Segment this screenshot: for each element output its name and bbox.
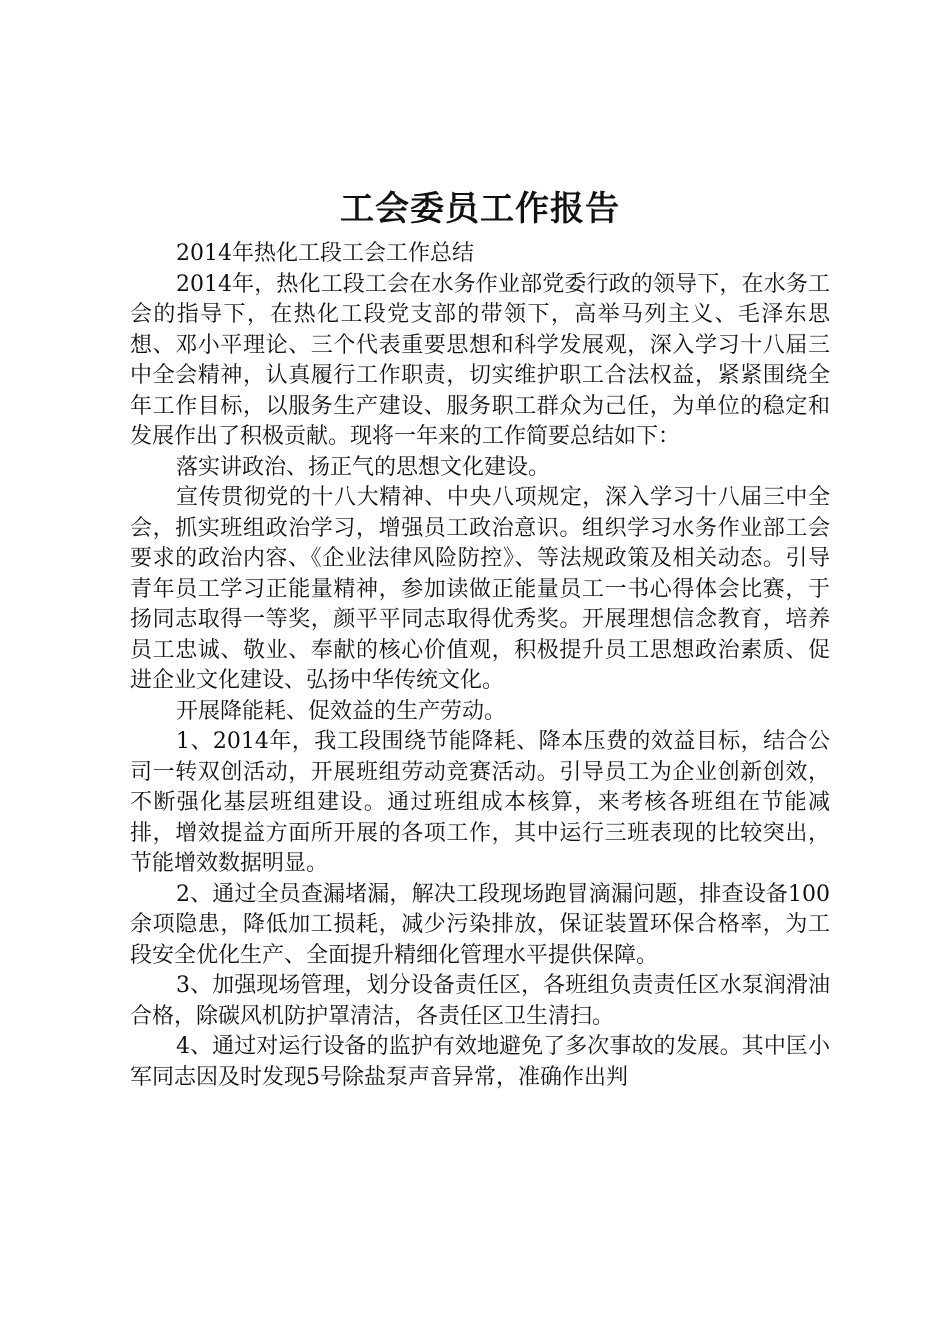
section-heading-production: 开展降能耗、促效益的生产劳动。 [176, 698, 507, 724]
document-page [130, 185, 830, 1093]
paragraph-item-1: 1、2014年，我工段围绕节能降耗、降本压费的效益目标，结合公司一转双创活动，开展班组劳动竞赛活动。引导员工为企业创新创效，不断强化基层班组建设。通过班组成本核算，来考核各班组在节能减排，增效提益方面所开展的各项工作，其中运行三班表现的比较突出，节能增效数据明显。 [130, 729, 830, 876]
paragraph-intro: 2014年，热化工段工会在水务作业部党委行政的领导下，在水务工会的指导下，在热化工段党支部的带领下，高举马列主义、毛泽东思想、邓小平理论、三个代表重要思想和科学发展观，深入学习十八届三中全会精神，认真履行工作职责，切实维护职工合法权益，紧紧围绕全年工作目标，以服务生产建设、服务职工群众为己任，为单位的稳定和发展作出了积极贡献。现将一年来的工作简要总结如下： [130, 271, 830, 449]
paragraph-item-3: 3、加强现场管理，划分设备责任区，各班组负责责任区水泵润滑油合格，除碳风机防护罩清洁，各责任区卫生清扫。 [130, 973, 830, 1029]
paragraph-item-2: 2、通过全员查漏堵漏，解决工段现场跑冒滴漏问题，排查设备100余项隐患，降低加工损耗，减少污染排放，保证装置环保合格率，为工段安全优化生产、全面提升精细化管理水平提供保障。 [130, 881, 830, 968]
section-heading-ideology: 落实讲政治、扬正气的思想文化建设。 [176, 454, 551, 480]
paragraph-item-4: 4、通过对运行设备的监护有效地避免了多次事故的发展。其中匡小军同志因及时发现5号除盐泵声音异常，准确作出判 [130, 1034, 830, 1090]
document-title: 工会委员工作报告 [340, 189, 620, 229]
paragraph-ideology: 宣传贯彻党的十八大精神、中央八项规定，深入学习十八届三中全会，抓实班组政治学习，增强员工政治意识。组织学习水务作业部工会要求的政治内容、《企业法律风险防控》、等法规政策及相关动态。引导青年员工学习正能量精神，参加读做正能量员工一书心得体会比赛，于扬同志取得一等奖，颜平平同志取得优秀奖。开展理想信念教育，培养员工忠诚、敬业、奉献的核心价值观，积极提升员工思想政治素质、促进企业文化建设、弘扬中华传统文化。 [130, 485, 830, 693]
paragraph-subtitle: 2014年热化工段工会工作总结 [176, 241, 474, 266]
